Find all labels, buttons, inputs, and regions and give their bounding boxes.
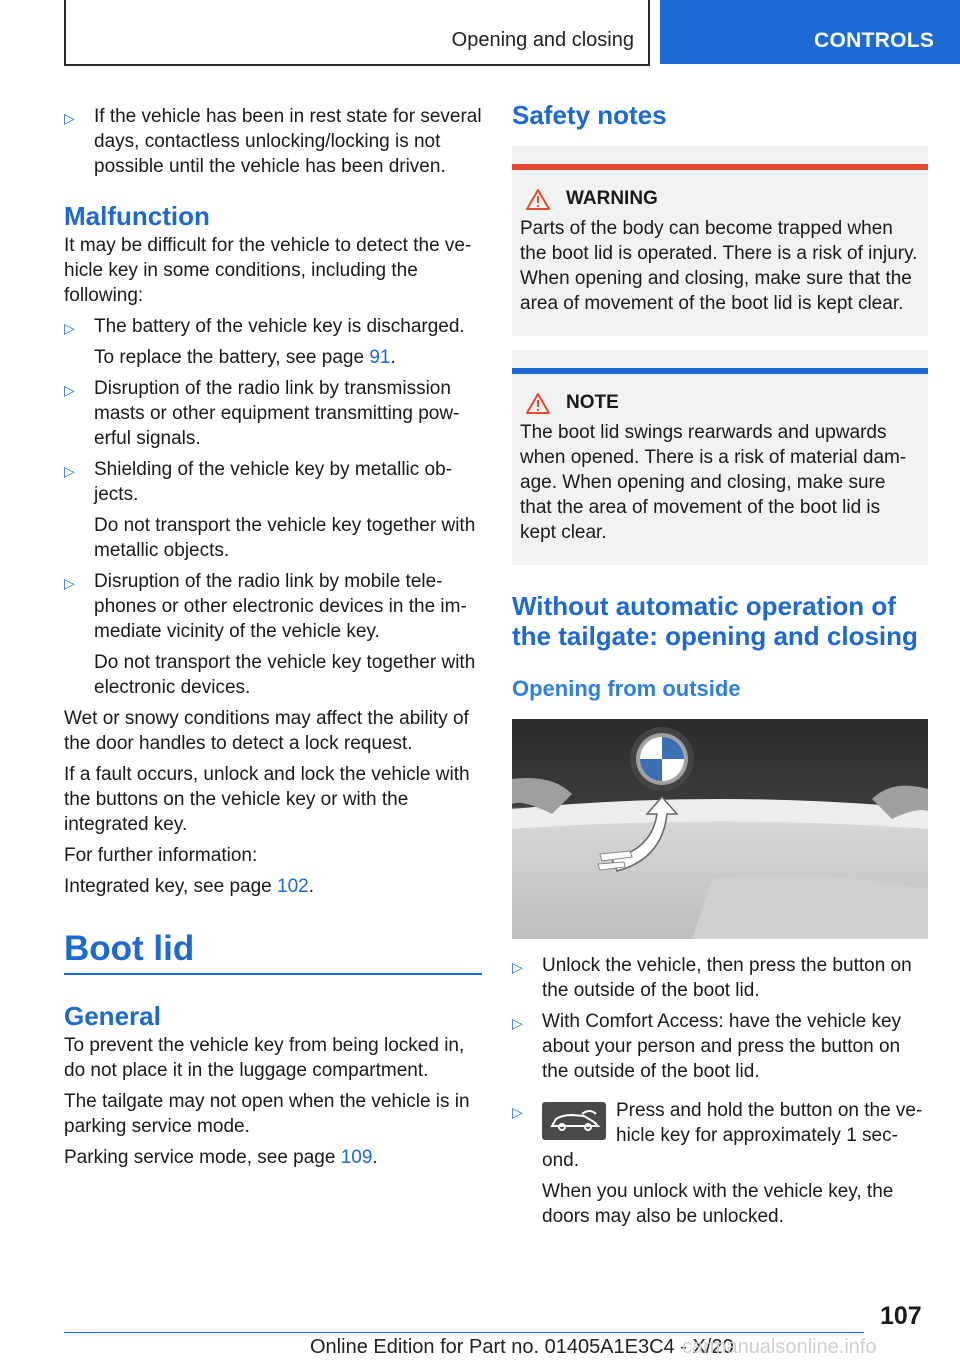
note-title-row	[520, 392, 920, 414]
boot-lid-heading: Boot lid	[64, 929, 482, 975]
malfunction-section	[64, 201, 482, 899]
list-item-sub	[94, 345, 482, 370]
triangle-bullet-icon: ▷	[512, 959, 523, 975]
note-bar	[512, 368, 928, 374]
boot-lid-section	[64, 929, 482, 1170]
list-item-sub: Do not transport the vehicle key together with metallic objects.	[94, 515, 476, 561]
malfunction-intro: It may be difficult for the vehicle to detect the ve‐hicle key in some conditions, including the following:	[64, 235, 472, 306]
page-number: 107	[880, 1302, 922, 1330]
list-item	[64, 569, 482, 700]
parking-service-reference	[64, 1145, 482, 1170]
opening-steps-list	[512, 953, 928, 1229]
warning-box	[512, 146, 928, 336]
list-item	[512, 953, 928, 1003]
without-automatic-heading: Without automatic operation of the tailgate: opening and closing	[512, 591, 918, 651]
warning-title: WARNING	[566, 188, 658, 209]
tailgate-button-photo	[512, 719, 928, 939]
list-item-text: Unlock the vehicle, then press the button on the outside of the boot lid.	[542, 955, 912, 1001]
malfunction-heading: Malfunction	[64, 201, 210, 231]
general-heading: General	[64, 1001, 161, 1031]
triangle-bullet-icon: ▷	[64, 382, 75, 398]
list-item-text: Press and hold the button on the ve‐hicle key for approximately 1 sec‐ond.	[542, 1100, 923, 1171]
list-item	[64, 314, 482, 370]
page-link-91[interactable]: 91	[369, 347, 391, 368]
note-text: The boot lid swings rearwards and upwards when opened. There is a risk of material dam‐age. When opening and closing, make sure that the area of movement of the boot lid is kept clear.	[520, 422, 907, 543]
note-title: NOTE	[566, 392, 619, 413]
integrated-key-reference	[64, 874, 482, 899]
header-chapter-label: CONTROLS	[814, 29, 935, 52]
header-section-box	[64, 0, 650, 66]
safety-notes-heading: Safety notes	[512, 100, 667, 130]
list-item-text: With Comfort Access: have the vehicle key about your person and press the button on the outside of the boot lid.	[542, 1011, 902, 1082]
wet-conditions-paragraph: Wet or snowy conditions may affect the ability of the door handles to detect a lock request.	[64, 708, 469, 754]
list-item-text: Disruption of the radio link by mobile tele‐phones or other electronic devices in the im‐mediate vicinity of the vehicle key.	[94, 571, 467, 642]
intro-list	[64, 104, 482, 179]
footer-rule	[64, 1332, 864, 1333]
list-item	[64, 457, 482, 563]
reference-text: Parking service mode, see page	[64, 1147, 341, 1168]
opening-from-outside-heading: Opening from outside	[512, 676, 741, 701]
car-tailgate-key-icon	[542, 1102, 606, 1140]
warning-text: Parts of the body can become trapped when the boot lid is operated. There is a risk of injury. When opening and closing, make sure that the area of movement of the boot lid is kept clear.	[520, 218, 918, 314]
page-link-102[interactable]: 102	[277, 876, 309, 897]
list-item	[64, 104, 482, 179]
warning-bar	[512, 164, 928, 170]
warning-title-row	[520, 188, 920, 210]
header-section-title: Opening and closing	[451, 29, 634, 51]
right-column	[512, 100, 928, 1235]
malfunction-list	[64, 314, 482, 700]
caution-triangle-icon	[526, 393, 550, 414]
reference-text: Integrated key, see page	[64, 876, 278, 897]
sub-punct: .	[390, 347, 396, 368]
list-item-text: The battery of the vehicle key is discharged.	[94, 316, 465, 337]
triangle-bullet-icon: ▷	[64, 110, 75, 126]
sub-text: To replace the battery, see page	[94, 347, 370, 368]
reference-punct: .	[308, 876, 315, 897]
footer-edition: Online Edition for Part no. 01405A1E3C4 - X/20	[310, 1336, 734, 1358]
list-item-text: If the vehicle has been in rest state for several days, contactless unlocking/locking is not possible until the vehicle has been driven.	[94, 106, 482, 177]
triangle-bullet-icon: ▷	[512, 1015, 523, 1031]
fault-paragraph: If a fault occurs, unlock and lock the vehicle with the buttons on the vehicle key or with the integrated key.	[64, 764, 470, 835]
note-box	[512, 350, 928, 565]
left-column	[64, 104, 482, 1176]
triangle-bullet-icon: ▷	[64, 463, 75, 479]
list-item	[64, 376, 482, 451]
header-chapter-tab[interactable]	[660, 0, 960, 64]
list-item-sub: When you unlock with the vehicle key, the doors may also be unlocked.	[542, 1181, 894, 1227]
triangle-bullet-icon: ▷	[64, 320, 75, 336]
warning-triangle-icon	[526, 189, 550, 210]
triangle-bullet-icon: ▷	[512, 1104, 523, 1120]
list-item-sub: Do not transport the vehicle key together with electronic devices.	[94, 652, 476, 698]
triangle-bullet-icon: ▷	[64, 575, 75, 591]
watermark: carmanualsonline.info	[682, 1336, 877, 1358]
page-link-109[interactable]: 109	[340, 1147, 373, 1168]
general-paragraph-1: To prevent the vehicle key from being locked in, do not place it in the luggage compartment.	[64, 1035, 465, 1081]
list-item-text: Disruption of the radio link by transmission masts or other equipment transmitting pow‐erful signals.	[94, 378, 460, 449]
list-item	[512, 1098, 928, 1229]
further-info-paragraph: For further information:	[64, 845, 258, 866]
list-item-text: Shielding of the vehicle key by metallic ob‐jects.	[94, 459, 453, 505]
reference-punct: .	[372, 1147, 378, 1168]
general-paragraph-2: The tailgate may not open when the vehicle is in parking service mode.	[64, 1091, 470, 1137]
list-item	[512, 1009, 928, 1084]
